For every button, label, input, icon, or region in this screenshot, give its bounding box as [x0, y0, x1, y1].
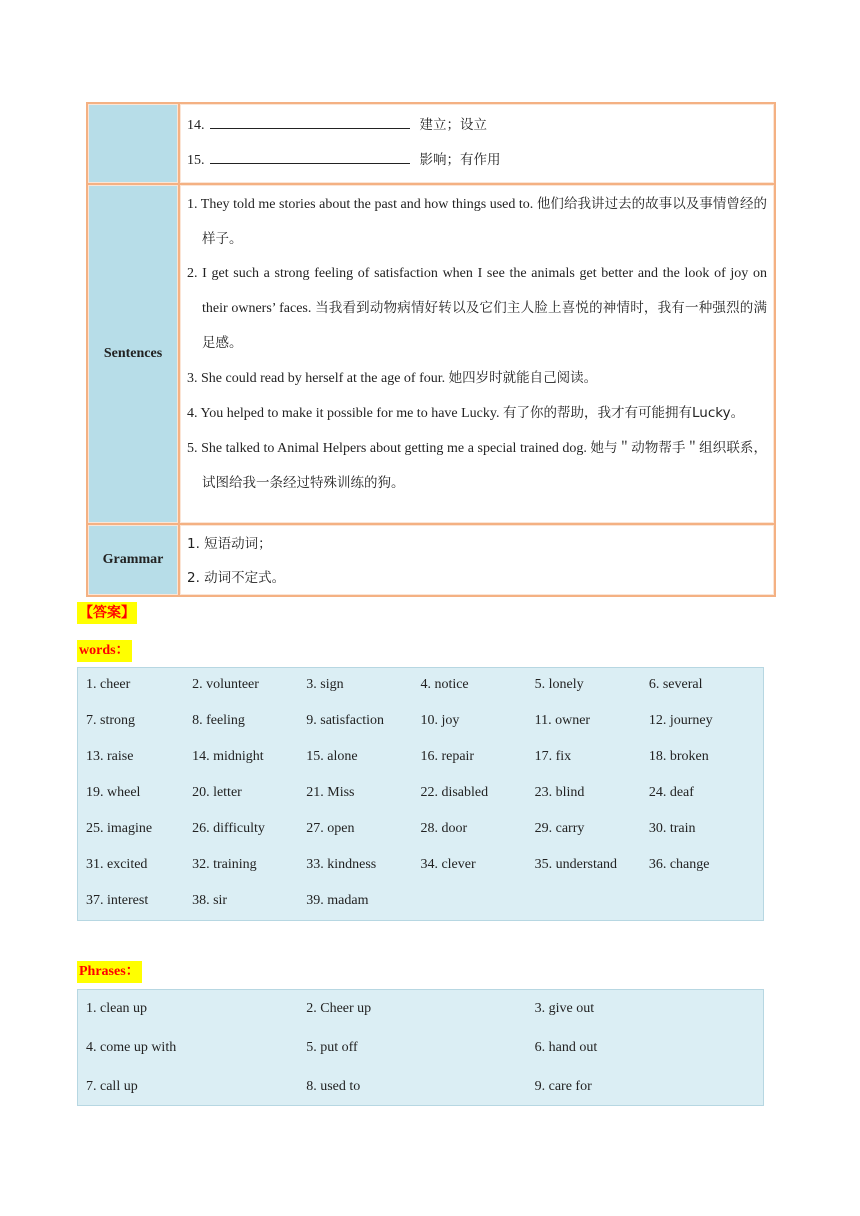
word-answer [649, 893, 763, 929]
grammar-cell [180, 525, 774, 595]
phrases-row [86, 1079, 763, 1118]
word-answer: 27. open [306, 821, 355, 836]
word-answer: 34. clever [420, 857, 476, 872]
grammar-label: Grammar [88, 525, 178, 595]
blank-item: 15. 影响；有作用 [187, 143, 767, 178]
word-answer: 36. change [648, 857, 710, 872]
vocab-blank-cell [180, 104, 774, 183]
sentences-row [88, 185, 774, 523]
grammar-item: 2. 动词不定式。 [187, 570, 286, 586]
sentence-item: 5. She talked to Animal Helpers about getting me a special trained dog. 她与＂动物帮手＂组织联系，试图给我一条经过特殊训练的狗。 [187, 440, 768, 491]
phrase-answer: 5. put off [306, 1040, 358, 1055]
word-answer: 12. journey [648, 713, 713, 728]
word-answer: 7. strong [86, 713, 135, 728]
word-answer: 28. door [420, 821, 468, 836]
sentences-label: Sentences [88, 185, 178, 523]
word-answer: 10. joy [420, 713, 460, 728]
words-row [86, 749, 763, 785]
phrase-answer: 2. Cheer up [306, 1001, 372, 1016]
word-answer: 13. raise [86, 749, 134, 764]
word-answer: 35. understand [534, 857, 618, 872]
word-answer [535, 893, 649, 929]
grammar-row [88, 525, 774, 595]
word-answer: 26. difficulty [192, 821, 265, 836]
phrases-heading: Phrases： [77, 961, 142, 983]
word-answer: 38. sir [192, 893, 228, 908]
word-answer: 24. deaf [648, 785, 694, 800]
sentence-item: 2. I get such a strong feeling of satisfaction when I see the animals get better and the look of joy on their owners’ faces. 当我看到动物病情好转以及它们主人脸上喜悦的神情时，我有一种强烈的满足感。 [187, 266, 768, 351]
word-answer: 18. broken [648, 749, 709, 764]
phrases-answer-grid [77, 989, 764, 1106]
words-row [86, 857, 763, 893]
word-answer: 8. feeling [192, 713, 245, 728]
word-answer: 29. carry [534, 821, 585, 836]
word-answer: 11. owner [534, 713, 591, 728]
word-answer: 6. several [648, 677, 703, 692]
word-answer: 17. fix [534, 749, 572, 764]
words-row [86, 785, 763, 821]
sentence-item: 1. They told me stories about the past and how things used to. 他们给我讲过去的故事以及事情曾经的样子。 [187, 196, 768, 247]
words-row [86, 677, 763, 713]
word-answer: 33. kindness [306, 857, 377, 872]
phrase-answer: 4. come up with [86, 1040, 177, 1055]
phrases-row [86, 1001, 763, 1040]
word-answer: 5. lonely [534, 677, 584, 692]
sentence-item: 4. You helped to make it possible for me to have Lucky. 有了你的帮助，我才有可能拥有Lucky。 [187, 405, 745, 421]
word-answer: 23. blind [534, 785, 585, 800]
word-answer: 37. interest [86, 893, 149, 908]
phrase-answer: 3. give out [534, 1001, 595, 1016]
word-answer: 14. midnight [192, 749, 264, 764]
words-row [86, 713, 763, 749]
phrases-row [86, 1040, 763, 1079]
words-answer-grid [77, 667, 764, 921]
word-answer: 20. letter [192, 785, 242, 800]
vocab-blank-row [88, 104, 774, 183]
word-answer: 19. wheel [86, 785, 141, 800]
word-answer: 3. sign [306, 677, 344, 692]
answer-heading: 【答案】 [77, 602, 137, 624]
fill-blank[interactable] [210, 114, 410, 129]
vocab-label-cell [88, 104, 178, 183]
word-answer: 21. Miss [306, 785, 355, 800]
phrase-answer: 1. clean up [86, 1001, 148, 1016]
fill-blank[interactable] [210, 149, 410, 164]
grammar-item: 1. 短语动词； [187, 536, 272, 552]
word-answer: 9. satisfaction [306, 713, 385, 728]
word-answer: 4. notice [420, 677, 469, 692]
word-answer: 30. train [648, 821, 696, 836]
words-row [86, 893, 763, 929]
word-answer: 1. cheer [86, 677, 131, 692]
word-answer: 31. excited [86, 857, 148, 872]
blank-item: 14. 建立；设立 [187, 108, 767, 143]
phrase-answer: 7. call up [86, 1079, 138, 1094]
sentence-item: 3. She could read by herself at the age of four. 她四岁时就能自己阅读。 [187, 370, 598, 386]
word-answer: 22. disabled [420, 785, 489, 800]
summary-table [86, 102, 776, 597]
sentences-cell [180, 185, 774, 523]
word-answer: 16. repair [420, 749, 475, 764]
word-answer: 39. madam [306, 893, 369, 908]
words-row [86, 821, 763, 857]
word-answer: 25. imagine [86, 821, 153, 836]
word-answer: 32. training [192, 857, 257, 872]
word-answer: 15. alone [306, 749, 358, 764]
word-answer [420, 893, 534, 929]
phrase-answer: 9. care for [534, 1079, 592, 1094]
phrase-answer: 6. hand out [534, 1040, 598, 1055]
word-answer: 2. volunteer [192, 677, 259, 692]
phrase-answer: 8. used to [306, 1079, 361, 1094]
words-heading: words： [77, 640, 132, 662]
